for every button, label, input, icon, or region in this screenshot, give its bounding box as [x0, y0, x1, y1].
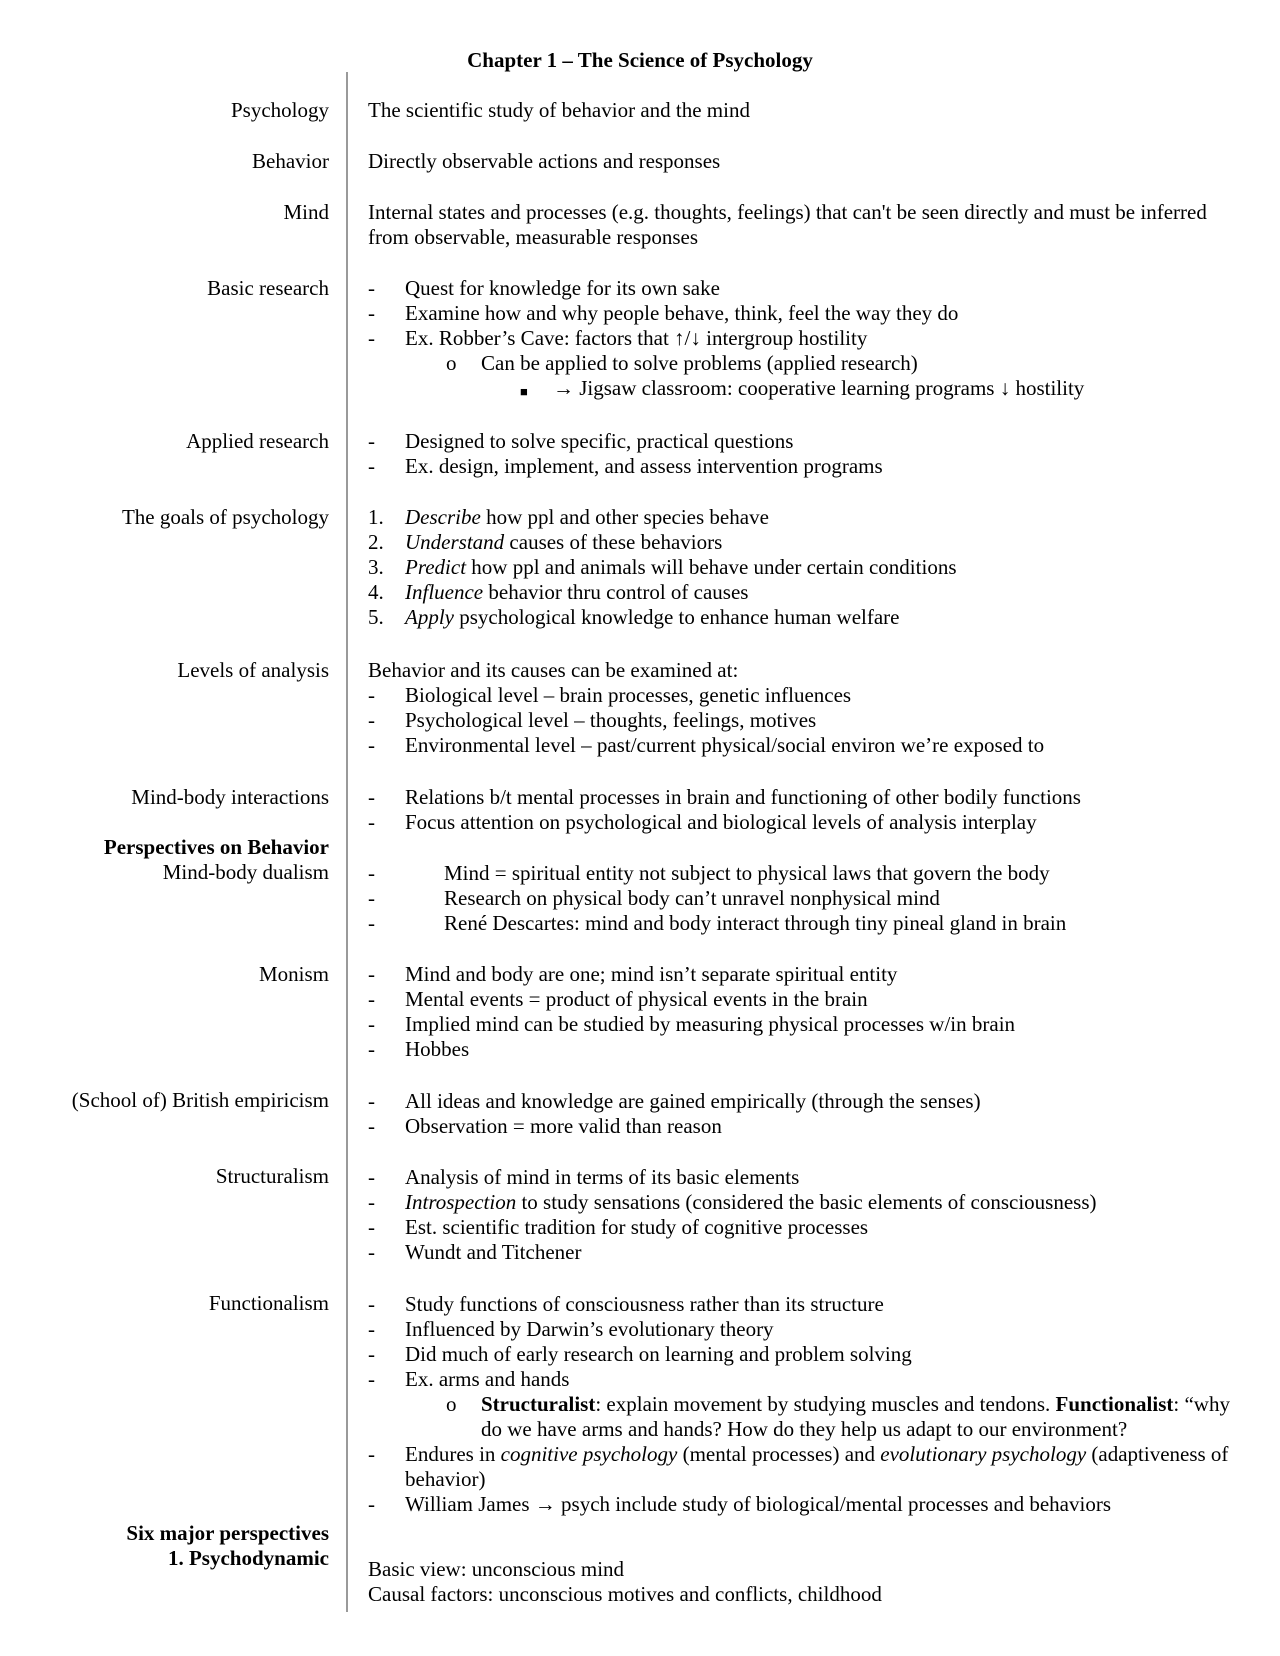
term-monism: Monism: [258, 962, 329, 986]
list-item: - Endures in cognitive psychology (mental processes) and evolutionary psychology (adaptiveness of behavior): [368, 1442, 1229, 1491]
def-intro: Behavior and its causes can be examined at:: [368, 658, 739, 682]
dash-marker: -: [368, 1089, 375, 1113]
term-mind: Mind: [283, 200, 329, 224]
circle-marker: o: [446, 351, 457, 375]
list-item: - Biological level – brain processes, genetic influences: [368, 683, 852, 707]
list-item: - Environmental level – past/current physical/social environ we’re exposed to: [368, 733, 1045, 757]
dash-marker: -: [368, 1165, 375, 1189]
dash-marker: -: [368, 683, 375, 707]
list-item: 3. Predict how ppl and animals will behave under certain conditions: [368, 555, 957, 579]
list-item: - Ex. arms and hands: [368, 1367, 570, 1391]
term-basic-research: Basic research: [207, 276, 329, 300]
dash-marker: -: [368, 962, 375, 986]
section-heading-six-perspectives: Six major perspectives: [126, 1521, 329, 1545]
list-item: - Research on physical body can’t unravel nonphysical mind: [368, 886, 940, 910]
dash-marker: -: [368, 1215, 375, 1239]
dash-marker: -: [368, 1317, 375, 1341]
list-item: - Ex. Robber’s Cave: factors that ↑/↓ intergroup hostility: [368, 326, 868, 350]
list-item: - Est. scientific tradition for study of cognitive processes: [368, 1215, 869, 1239]
def-mind-body: [368, 785, 1240, 835]
column-divider: [346, 72, 348, 1612]
dash-marker: -: [368, 708, 375, 732]
dash-marker: -: [368, 911, 375, 935]
def-dualism: [368, 861, 1240, 936]
dash-marker: -: [368, 785, 375, 809]
list-item: - All ideas and knowledge are gained empirically (through the senses): [368, 1089, 981, 1113]
dash-marker: -: [368, 1442, 375, 1466]
list-item: - Wundt and Titchener: [368, 1240, 582, 1264]
list-item: 2. Understand causes of these behaviors: [368, 530, 723, 554]
def-monism: [368, 962, 1240, 1062]
sub-list-item: o Structuralist: explain movement by studying muscles and tendons. Functionalist: “why do we have arms and hands? How do they help us adapt to our environment?: [446, 1392, 1230, 1441]
list-item: - Examine how and why people behave, think, feel the way they do: [368, 301, 959, 325]
dash-marker: -: [368, 1492, 375, 1516]
list-item: 1. Describe how ppl and other species behave: [368, 505, 769, 529]
def-basic-research: [368, 276, 1240, 401]
dash-marker: -: [368, 810, 375, 834]
dash-marker: -: [368, 454, 375, 478]
def-text: Internal states and processes (e.g. thoughts, feelings) that can't be seen directly and must be inferred from observable, measurable responses: [368, 200, 1207, 249]
dash-marker: -: [368, 1190, 375, 1214]
term-applied-research: Applied research: [186, 429, 329, 453]
section-heading-perspectives: Perspectives on Behavior: [103, 835, 329, 859]
def-goals: [368, 505, 1240, 630]
list-item: - Focus attention on psychological and biological levels of analysis interplay: [368, 810, 1037, 834]
dash-marker: -: [368, 276, 375, 300]
list-item: - Designed to solve specific, practical questions: [368, 429, 794, 453]
list-item: - Mental events = product of physical events in the brain: [368, 987, 868, 1011]
list-item: - Observation = more valid than reason: [368, 1114, 722, 1138]
term-psychology: Psychology: [230, 98, 329, 122]
page-title: Chapter 1 – The Science of Psychology: [467, 48, 813, 72]
list-item: - William James → psych include study of biological/mental processes and behaviors: [368, 1492, 1111, 1516]
term-mind-body: Mind-body interactions: [131, 785, 329, 809]
dash-marker: -: [368, 1367, 375, 1391]
term-empiricism: (School of) British empiricism: [71, 1088, 329, 1112]
def-structuralism: [368, 1165, 1240, 1265]
list-item: - Ex. design, implement, and assess intervention programs: [368, 454, 883, 478]
list-item: - Quest for knowledge for its own sake: [368, 276, 720, 300]
def-behavior: [368, 149, 1240, 174]
circle-marker: o: [446, 1392, 457, 1416]
term-levels: Levels of analysis: [177, 658, 329, 682]
term-dualism: Mind-body dualism: [162, 860, 329, 884]
list-item: - Implied mind can be studied by measuring physical processes w/in brain: [368, 1012, 1016, 1036]
sub-list-item: o Can be applied to solve problems (applied research): [446, 351, 918, 375]
def-mind: [368, 200, 1240, 250]
dash-marker: -: [368, 301, 375, 325]
dash-marker: -: [368, 1292, 375, 1316]
dash-marker: -: [368, 886, 375, 910]
def-line: Basic view: unconscious mind: [368, 1557, 625, 1581]
list-item: - Did much of early research on learning and problem solving: [368, 1342, 912, 1366]
term-behavior: Behavior: [252, 149, 329, 173]
term-goals: The goals of psychology: [121, 505, 329, 529]
dash-marker: -: [368, 987, 375, 1011]
list-item: - Mind = spiritual entity not subject to physical laws that govern the body: [368, 861, 1050, 885]
def-levels: [368, 658, 1240, 758]
def-applied-research: [368, 429, 1240, 479]
term-psychodynamic: 1. Psychodynamic: [167, 1546, 329, 1570]
dash-marker: -: [368, 1114, 375, 1138]
dash-marker: -: [368, 1240, 375, 1264]
def-psychology: [368, 98, 1240, 123]
dash-marker: -: [368, 1037, 375, 1061]
term-functionalism: Functionalism: [208, 1291, 329, 1315]
list-item: - Influenced by Darwin’s evolutionary theory: [368, 1317, 774, 1341]
dash-marker: -: [368, 861, 375, 885]
list-item: - Introspection to study sensations (considered the basic elements of consciousness): [368, 1190, 1097, 1214]
list-item: - Study functions of consciousness rather than its structure: [368, 1292, 884, 1316]
list-item: 5. Apply psychological knowledge to enhance human welfare: [368, 605, 900, 629]
list-item: - René Descartes: mind and body interact through tiny pineal gland in brain: [368, 911, 1067, 935]
def-text: Directly observable actions and responses: [368, 149, 721, 173]
dash-marker: -: [368, 733, 375, 757]
list-item: - Analysis of mind in terms of its basic elements: [368, 1165, 800, 1189]
dash-marker: -: [368, 326, 375, 350]
list-item: - Relations b/t mental processes in brain and functioning of other bodily functions: [368, 785, 1081, 809]
sub-sub-list-item: ■ → Jigsaw classroom: cooperative learning programs ↓ hostility: [368, 376, 1240, 401]
def-psychodynamic: [368, 1557, 1240, 1607]
dash-marker: -: [368, 429, 375, 453]
list-item: 4. Influence behavior thru control of causes: [368, 580, 749, 604]
def-empiricism: [368, 1089, 1240, 1139]
dash-marker: -: [368, 1012, 375, 1036]
square-marker: ■: [520, 384, 528, 399]
list-item: - Mind and body are one; mind isn’t separate spiritual entity: [368, 962, 898, 986]
def-line: Causal factors: unconscious motives and conflicts, childhood: [368, 1582, 882, 1606]
dash-marker: -: [368, 1342, 375, 1366]
list-item: - Hobbes: [368, 1037, 470, 1061]
def-text: The scientific study of behavior and the mind: [368, 98, 750, 122]
term-structuralism: Structuralism: [215, 1164, 329, 1188]
def-functionalism: [368, 1292, 1240, 1517]
list-item: - Psychological level – thoughts, feelings, motives: [368, 708, 817, 732]
